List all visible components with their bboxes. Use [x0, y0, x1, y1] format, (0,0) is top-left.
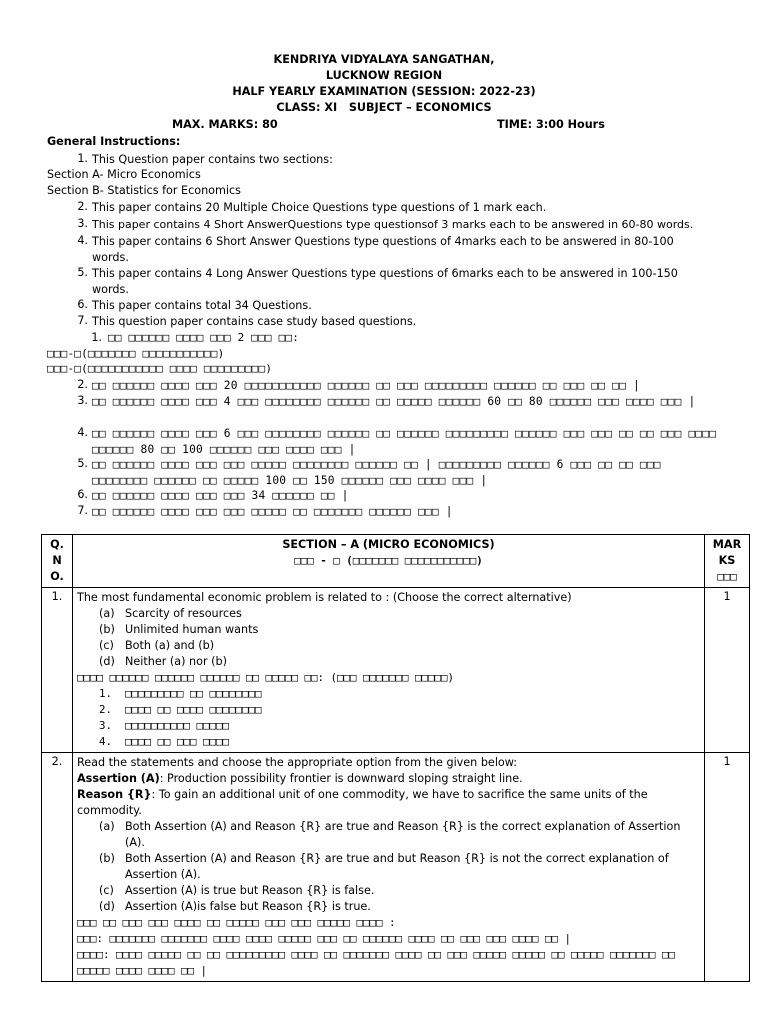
- option-label: 2.: [99, 703, 113, 716]
- qno-column-header: [42, 535, 73, 588]
- marks-header-line: □□□: [717, 570, 737, 583]
- option-text: Assertion (A) is true but Reason {R} is false.: [125, 884, 375, 897]
- instr-section-b: Section B- Statistics for Economics: [47, 184, 242, 197]
- option-item-hindi: [77, 702, 700, 718]
- option-item: [77, 622, 700, 638]
- qno-header-line: O.: [50, 570, 64, 583]
- marks-header-line: KS: [718, 554, 736, 567]
- option-label: (b): [99, 852, 115, 865]
- instr-text-3: This paper contains 4 Short AnswerQuestions type questionsof 3 marks each to be answered in 60-80 words.: [92, 218, 694, 231]
- instr-text-7: This question paper contains case study based questions.: [92, 315, 417, 328]
- header-exam: HALF YEARLY EXAMINATION (SESSION: 2022-23): [232, 85, 536, 98]
- instr-num-3: 3.: [77, 217, 88, 230]
- option-label: (d): [99, 655, 115, 668]
- reason-text: : To gain an additional unit of one commodity, we have to sacrifice the same units of the commodity.: [77, 788, 648, 817]
- hi-instr-text-6: □□ □□□□□□ □□□□ □□□ □□□ 34 □□□□□□ □□ |: [92, 489, 349, 502]
- table-row: [42, 588, 750, 753]
- hi-instr-text-7: □□ □□□□□□ □□□□ □□□ □□□ □□□□□ □□ □□□□□□□ □□□□□□ □□□ |: [92, 505, 453, 518]
- option-label: (c): [99, 884, 114, 897]
- option-item-hindi: [77, 734, 700, 750]
- option-text: □□□□ □□ □□□ □□□□: [125, 735, 230, 748]
- option-text: Both (a) and (b): [125, 639, 215, 652]
- option-item: [77, 638, 700, 654]
- assertion-text: : Production possibility frontier is downward sloping straight line.: [159, 772, 523, 785]
- option-text: Both Assertion (A) and Reason {R} are true and but Reason {R} is not the correct explanation of Assertion (A).: [125, 852, 669, 881]
- question-marks: 1: [705, 588, 750, 753]
- question-text: Read the statements and choose the appropriate option from the given below:: [77, 756, 518, 769]
- question-table: [41, 534, 750, 982]
- option-text: Unlimited human wants: [125, 623, 259, 636]
- option-item-hindi: [77, 718, 700, 734]
- instructions-title: General Instructions:: [47, 135, 181, 148]
- option-item: [77, 883, 700, 899]
- instr-section-a: Section A- Micro Economics: [47, 168, 201, 181]
- option-label: 1.: [99, 687, 113, 700]
- hi-instr-num-6: 6.: [77, 488, 88, 501]
- hi-instr-num-3: 3.: [77, 394, 88, 407]
- instr-text-5: This paper contains 4 Long Answer Questions type questions of 6marks each to be answered in 100-150 words.: [92, 267, 678, 296]
- option-label: (c): [99, 639, 114, 652]
- hi-instr-num-7: 7.: [77, 504, 88, 517]
- section-title: SECTION – A (MICRO ECONOMICS): [282, 538, 495, 551]
- header-max-marks: MAX. MARKS: 80: [172, 118, 278, 131]
- table-header-row: [42, 535, 750, 588]
- hi-instr-num-1: 1.: [91, 331, 102, 344]
- option-text: □□□□ □□ □□□□ □□□□□□□□: [125, 703, 262, 716]
- option-text: Neither (a) nor (b): [125, 655, 227, 668]
- option-item: [77, 606, 700, 622]
- header-class-subject: CLASS: XI SUBJECT – ECONOMICS: [276, 101, 492, 114]
- reason-label: Reason {R}: [77, 788, 152, 801]
- assertion-line: [77, 771, 700, 787]
- table-row: [42, 753, 750, 982]
- hi-instr-text-2: □□ □□□□□□ □□□□ □□□ 20 □□□□□□□□□□□ □□□□□□ □□ □□□ □□□□□□□□□ □□□□□□ □□ □□□ □□ □□ |: [92, 379, 640, 392]
- option-item-hindi: [77, 686, 700, 702]
- hi-instr-section-b: □□□-□(□□□□□□□□□□□ □□□□ □□□□□□□□□): [47, 362, 273, 375]
- instr-text-2: This paper contains 20 Multiple Choice Questions type questions of 1 mark each.: [92, 201, 547, 214]
- option-label: (a): [99, 607, 115, 620]
- question-text-hindi: □□□ □□ □□□ □□□ □□□□ □□ □□□□□ □□□ □□□ □□□□□ □□□□ :: [77, 916, 396, 929]
- hi-instr-text-4: □□ □□□□□□ □□□□ □□□ 6 □□□ □□□□□□□□ □□□□□□ □□ □□□□□□ □□□□□□□□□ □□□□□□ □□□ □□□ □□ □□ □□□ □□□□ □□□□□□ 80 □□ 100 □□□□□□ □□□ □□□□ □□□ |: [92, 427, 717, 456]
- option-label: 3.: [99, 719, 113, 732]
- instr-text-1: This Question paper contains two sections:: [92, 153, 333, 166]
- hi-instr-section-a: □□□-□(□□□□□□□ □□□□□□□□□□□): [47, 347, 225, 360]
- section-title-hindi: □□□ - □ (□□□□□□□ □□□□□□□□□□□): [294, 554, 483, 567]
- option-text: Scarcity of resources: [125, 607, 242, 620]
- reason-hindi: □□□□: □□□□ □□□□□ □□ □□ □□□□□□□□□ □□□□ □□ □□□□□□□ □□□□ □□ □□□ □□□□□ □□□□□ □□ □□□□□ □□□□□□□ □□ □□□□□ □□□□ □□□□ □□ |: [77, 948, 676, 977]
- hi-instr-num-2: 2.: [77, 378, 88, 391]
- hi-instr-num-5: 5.: [77, 457, 88, 470]
- instr-text-4: This paper contains 6 Short Answer Questions type questions of 4marks each to be answered in 80-100 words.: [92, 235, 674, 264]
- instr-num-6: 6.: [77, 298, 88, 311]
- option-item: [77, 654, 700, 670]
- instr-num-1: 1.: [77, 152, 88, 165]
- question-text: The most fundamental economic problem is related to : (Choose the correct alternative): [77, 591, 572, 604]
- question-marks: 1: [705, 753, 750, 982]
- assertion-hindi: □□□: □□□□□□□ □□□□□□□ □□□□ □□□□ □□□□□ □□□ □□ □□□□□□ □□□□ □□ □□□ □□□ □□□□ □□ |: [77, 932, 572, 945]
- question-1-content: [73, 588, 705, 753]
- instr-num-5: 5.: [77, 266, 88, 279]
- question-number: 2.: [42, 753, 73, 982]
- question-number: 1.: [42, 588, 73, 753]
- assertion-label: Assertion (A): [77, 772, 160, 785]
- instr-num-2: 2.: [77, 200, 88, 213]
- option-text: □□□□□□□□□□ □□□□□: [125, 719, 230, 732]
- option-item: [77, 851, 700, 883]
- hi-instr-text-5: □□ □□□□□□ □□□□ □□□ □□□ □□□□□ □□□□□□□□ □□□□□□ □□ | □□□□□□□□□ □□□□□□ 6 □□□ □□ □□ □□□ □□□□□□□□ □□□□□□ □□ □□□□□ 100 □□ 150 □□□□□□ □□□ □□□□ □□□ |: [92, 458, 661, 487]
- hi-instr-text-1: □□ □□□□□□ □□□□ □□□ 2 □□□ □□:: [108, 331, 300, 344]
- instr-num-4: 4.: [77, 234, 88, 247]
- header-time: TIME: 3:00 Hours: [497, 118, 605, 131]
- option-label: (b): [99, 623, 115, 636]
- option-text: □□□□□□□□□ □□ □□□□□□□□: [125, 687, 262, 700]
- header-org: KENDRIYA VIDYALAYA SANGATHAN,: [273, 53, 495, 66]
- reason-line: [77, 787, 700, 819]
- hi-instr-num-4: 4.: [77, 426, 88, 439]
- option-text: Assertion (A)is false but Reason {R} is true.: [125, 900, 371, 913]
- option-item: [77, 819, 700, 851]
- option-label: (a): [99, 820, 115, 833]
- instr-text-6: This paper contains total 34 Questions.: [92, 299, 312, 312]
- option-label: 4.: [99, 735, 113, 748]
- hi-instr-text-3: □□ □□□□□□ □□□□ □□□ 4 □□□ □□□□□□□□ □□□□□□ □□ □□□□□ □□□□□□ 60 □□ 80 □□□□□□ □□□ □□□□ □□□ |: [92, 395, 696, 408]
- option-label: (d): [99, 900, 115, 913]
- section-heading-cell: [73, 535, 705, 588]
- qno-header-line: Q.: [50, 538, 64, 551]
- marks-column-header: [705, 535, 750, 588]
- question-text-hindi: □□□□ □□□□□□ □□□□□□ □□□□□□ □□ □□□□□ □□: (□□□ □□□□□□□ □□□□□): [77, 671, 455, 684]
- marks-header-line: MAR: [712, 538, 742, 551]
- qno-header-line: N: [52, 554, 62, 567]
- header-region: LUCKNOW REGION: [325, 69, 443, 82]
- instr-num-7: 7.: [77, 314, 88, 327]
- option-item: [77, 899, 700, 915]
- question-2-content: [73, 753, 705, 982]
- option-text: Both Assertion (A) and Reason {R} are true and Reason {R} is the correct explanation of Assertion (A).: [125, 820, 681, 849]
